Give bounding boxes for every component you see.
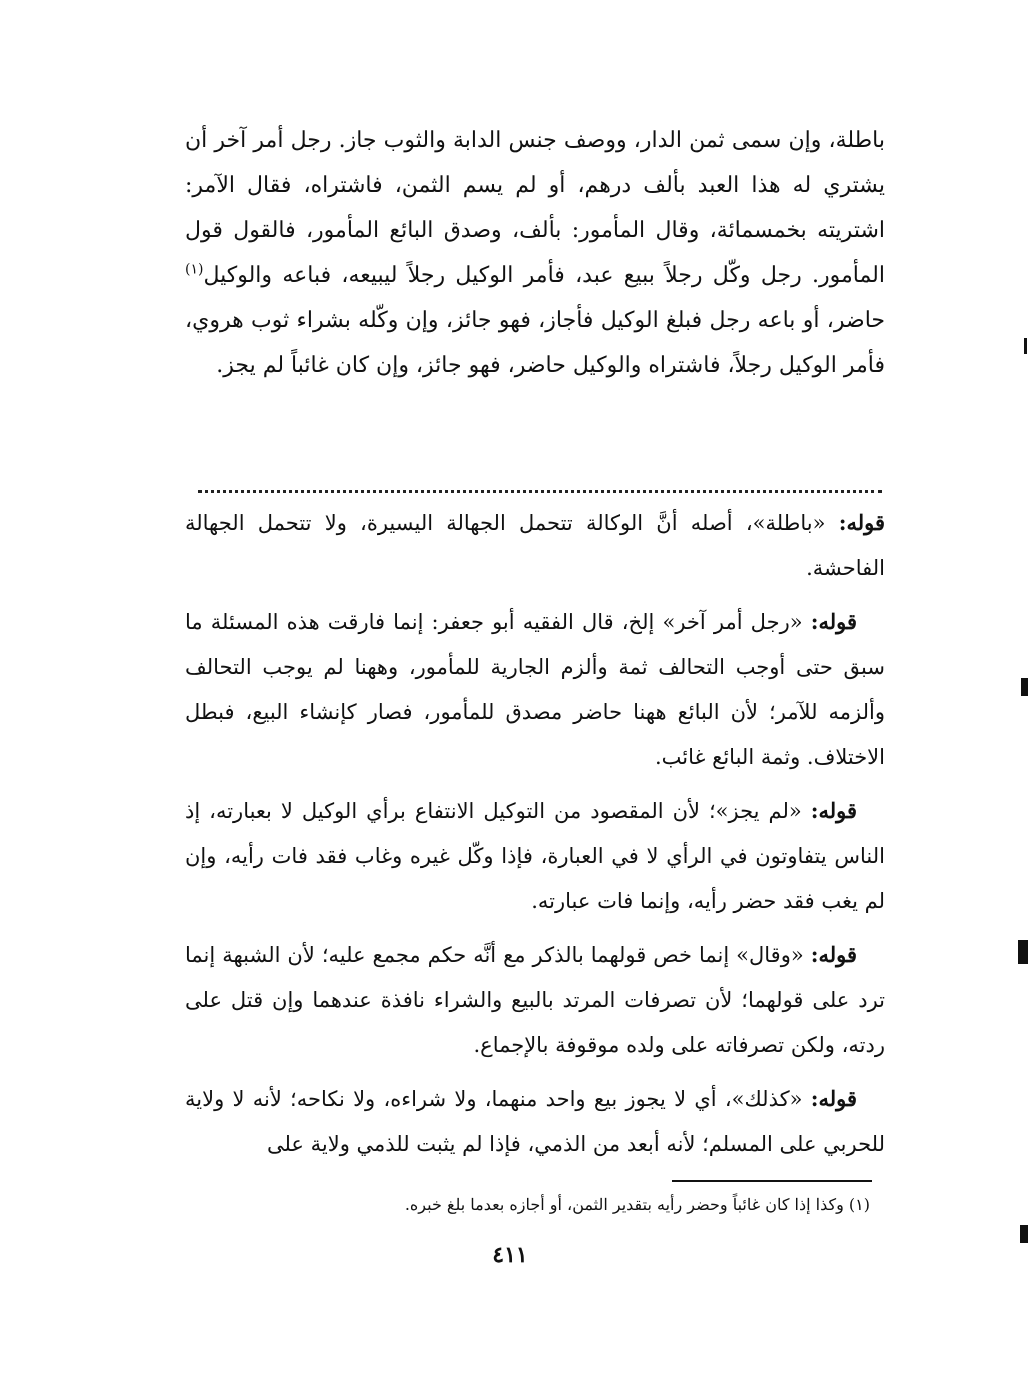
commentary-text: «كذلك»، أي لا يجوز بيع واحد منهما، ولا شراءه، ولا نكاحه؛ لأنه لا ولاية للحربي على المسلم؛ لأنه أبعد من الذمي، فإذا لم يثبت للذمي ولاية على <box>185 1087 885 1156</box>
page-number: ٤١١ <box>492 1242 528 1268</box>
footnote <box>185 1190 870 1220</box>
main-text-block <box>185 118 885 388</box>
main-text-before-note: باطلة، وإن سمى ثمن الدار، ووصف جنس الدابة والثوب جاز. رجل أمر آخر أن يشتري له هذا العبد بألف درهم، أو لم يسم الثمن، فاشتراه، فقال الآمر: اشتريته بخمسمائة، وقال المأمور: بألف، وصدق البائع المأمور، فالقول قول المأمور. رجل وكّل رجلاً ببيع عبد، فأمر الوكيل رجلاً ليبيعه، فباعه والوكيل <box>185 128 885 288</box>
footnote-reference-marker: (١) <box>185 261 204 278</box>
commentary-text: «رجل أمر آخر» إلخ، قال الفقيه أبو جعفر: إنما فارقت هذه المسئلة ما سبق حتى أوجب التحالف ثمة وألزم الجارية للمأمور، وههنا لم يوجب التحالف وألزمه للآمر؛ لأن البائع ههنا حاضر مصدق للمأمور، فصار كإنشاء البيع، فبطل الاختلاف. وثمة البائع غائب. <box>185 610 885 769</box>
commentary-text: «وقال» إنما خص قولهما بالذكر مع أنَّه حكم مجمع عليه؛ لأن الشبهة إنما ترد على قولهما؛ لأن تصرفات المرتد بالبيع والشراء نافذة عندهما وإن قتل على ردته، ولكن تصرفاته على ولده موقوفة بالإجماع. <box>185 943 885 1057</box>
commentary-paragraph <box>185 932 885 1068</box>
commentary-paragraph <box>185 599 885 780</box>
scan-edge-mark <box>1018 940 1028 964</box>
commentary-lead: قوله: <box>810 609 857 634</box>
commentary-section <box>185 500 885 1175</box>
commentary-lead: قوله: <box>838 510 885 535</box>
commentary-lead: قوله: <box>810 798 857 823</box>
scan-edge-mark <box>1021 678 1028 696</box>
main-text-after-note: حاضر، أو باعه رجل فبلغ الوكيل فأجاز، فهو جائز، وإن وكّله بشراء ثوب هروي، فأمر الوكيل رجلاً، فاشتراه والوكيل حاضر، فهو جائز، وإن كان غائباً لم يجز. <box>185 308 885 378</box>
footnote-rule <box>672 1180 872 1182</box>
dotted-separator <box>198 490 882 493</box>
commentary-text: «لم يجز»؛ لأن المقصود من التوكيل الانتفاع برأي الوكيل لا بعبارته، إذ الناس يتفاوتون في الرأي لا في العبارة، فإذا وكّل غيره وغاب فقد فات رأيه، وإن لم يغب فقد حضر رأيه، وإنما فات عبارته. <box>185 799 885 913</box>
footnote-text: وكذا إذا كان غائباً وحضر رأيه بتقدير الثمن، أو أجازه بعدما بلغ خبره. <box>404 1195 849 1214</box>
commentary-paragraph <box>185 500 885 591</box>
commentary-paragraph <box>185 788 885 924</box>
commentary-paragraph <box>185 1076 885 1167</box>
scan-edge-mark <box>1020 1225 1028 1243</box>
commentary-lead: قوله: <box>810 942 857 967</box>
scan-edge-mark <box>1024 338 1027 354</box>
commentary-lead: قوله: <box>810 1086 857 1111</box>
footnote-marker: (١) <box>848 1195 870 1214</box>
commentary-text: «باطلة»، أصله أنَّ الوكالة تتحمل الجهالة اليسيرة، ولا تتحمل الجهالة الفاحشة. <box>185 511 885 580</box>
